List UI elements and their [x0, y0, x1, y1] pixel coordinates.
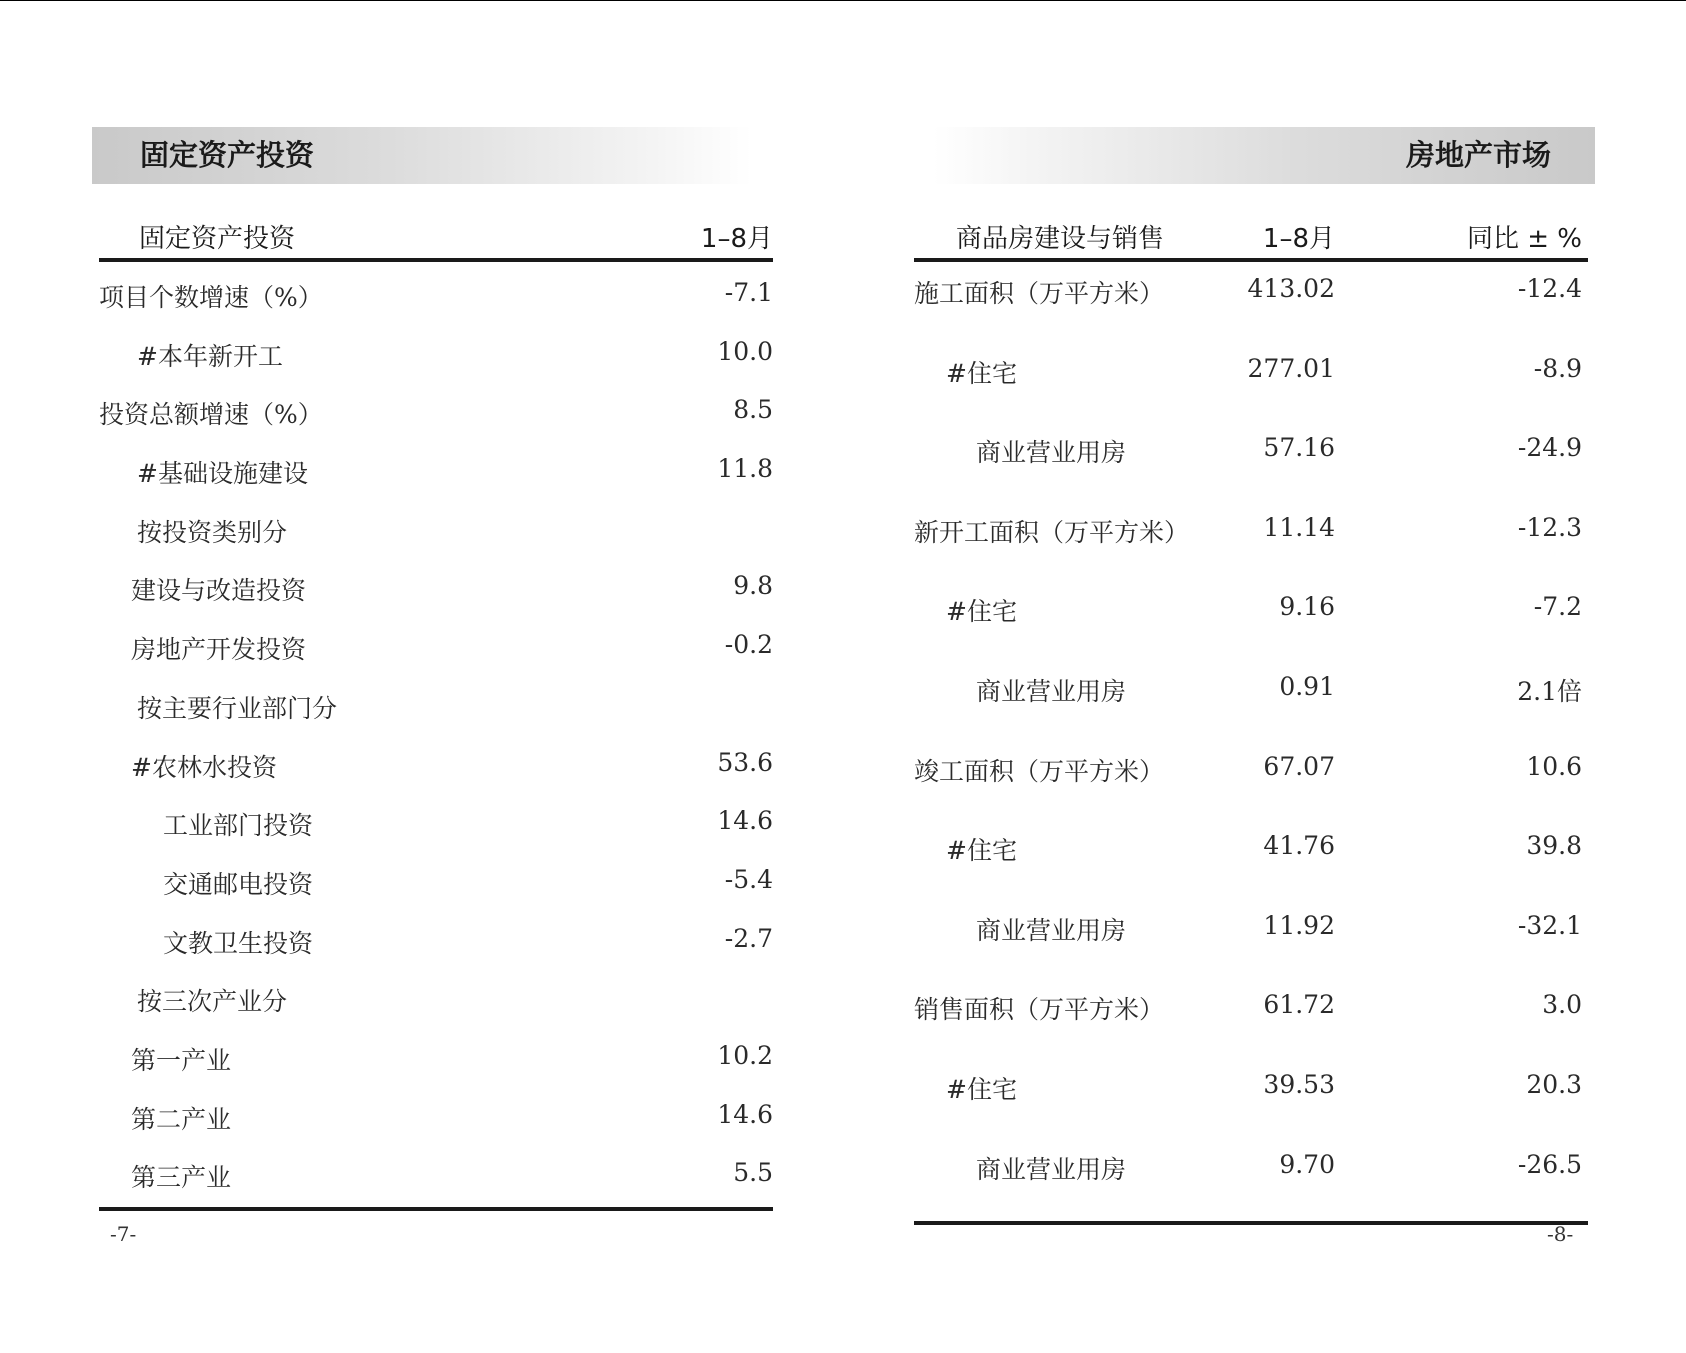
- row-yoy: 3.0: [1542, 990, 1582, 1020]
- row-label: #住宅: [946, 836, 1017, 866]
- row-label: #本年新开工: [137, 341, 283, 371]
- table-row: [99, 790, 773, 849]
- table-row: [914, 819, 1588, 899]
- header-label: 商品房建设与销售: [956, 224, 1165, 254]
- row-yoy: 2.1倍: [1517, 676, 1582, 706]
- row-value: 14.6: [717, 1099, 773, 1129]
- row-label: 商业营业用房: [976, 915, 1127, 945]
- row-label: 投资总额增速（%）: [99, 400, 323, 430]
- row-yoy: 10.6: [1526, 751, 1582, 781]
- table-row: [99, 1025, 773, 1084]
- table-header: [914, 210, 1588, 262]
- header-yoy: 同比 ± %: [1466, 224, 1582, 254]
- row-value: 9.70: [1279, 1149, 1335, 1179]
- real-estate-table: [914, 210, 1588, 1225]
- table-body: [99, 262, 773, 1201]
- row-value: 11.14: [1263, 512, 1335, 542]
- row-label: 文教卫生投资: [163, 928, 314, 958]
- row-value: 61.72: [1263, 990, 1335, 1020]
- row-value: -5.4: [724, 864, 773, 894]
- row-value: 277.01: [1247, 353, 1335, 383]
- row-yoy: -8.9: [1533, 353, 1582, 383]
- row-value: -7.1: [724, 278, 773, 307]
- table-row: [99, 614, 773, 673]
- table-bottom-rule: [914, 1221, 1588, 1225]
- table-row: [99, 379, 773, 438]
- table-row: [914, 421, 1588, 501]
- header-period: 1–8月: [1262, 224, 1335, 254]
- row-label: 建设与改造投资: [131, 576, 307, 606]
- row-label: 交通邮电投资: [163, 869, 314, 899]
- left-banner-title: 固定资产投资: [140, 138, 315, 172]
- table-row: [99, 849, 773, 908]
- table-row: [914, 262, 1588, 342]
- table-row: [99, 321, 773, 380]
- row-label: 工业部门投资: [163, 811, 314, 841]
- table-row: [99, 966, 773, 1025]
- table-row: [99, 732, 773, 791]
- table-row: [99, 497, 773, 556]
- row-label: 房地产开发投资: [131, 635, 307, 665]
- page-top-border: [0, 0, 1686, 1]
- table-row: [99, 438, 773, 497]
- row-label: 新开工面积（万平方米）: [914, 517, 1190, 547]
- row-yoy: -7.2: [1533, 592, 1582, 622]
- row-value: 0.91: [1279, 671, 1335, 701]
- table-row: [99, 262, 773, 321]
- table-row: [99, 555, 773, 614]
- row-label: 商业营业用房: [976, 1154, 1127, 1184]
- row-label: #农林水投资: [131, 752, 277, 782]
- table-row: [99, 673, 773, 732]
- page-number-left: -7-: [110, 1222, 137, 1246]
- row-value: 39.53: [1263, 1069, 1335, 1099]
- row-label: #住宅: [946, 358, 1017, 388]
- table-row: [914, 660, 1588, 740]
- row-value: 67.07: [1263, 751, 1335, 781]
- row-value: 10.2: [717, 1040, 773, 1070]
- row-yoy: -12.4: [1517, 274, 1582, 303]
- row-value: 57.16: [1263, 433, 1335, 463]
- row-value: 9.8: [733, 571, 773, 601]
- right-section-banner: [933, 127, 1595, 184]
- table-row: [99, 1084, 773, 1143]
- row-yoy: -24.9: [1517, 433, 1582, 463]
- table-row: [914, 1138, 1588, 1218]
- row-yoy: -26.5: [1517, 1149, 1582, 1179]
- row-label: 按三次产业分: [137, 987, 288, 1017]
- row-label: #住宅: [946, 1074, 1017, 1104]
- row-label: 第一产业: [131, 1045, 232, 1075]
- row-value: 10.0: [717, 336, 773, 366]
- row-yoy: 20.3: [1526, 1069, 1582, 1099]
- table-row: [914, 1058, 1588, 1138]
- row-yoy: 39.8: [1526, 831, 1582, 861]
- row-label: 第二产业: [131, 1104, 232, 1134]
- row-label: 商业营业用房: [976, 438, 1127, 468]
- table-row: [914, 580, 1588, 660]
- row-label: 竣工面积（万平方米）: [914, 756, 1165, 786]
- table-row: [99, 1142, 773, 1201]
- row-value: 413.02: [1247, 274, 1335, 303]
- header-period: 1–8月: [700, 224, 773, 254]
- row-label: 按主要行业部门分: [137, 693, 338, 723]
- row-yoy: -32.1: [1517, 910, 1582, 940]
- fixed-asset-investment-table: [99, 210, 773, 1211]
- row-label: 销售面积（万平方米）: [914, 995, 1165, 1025]
- table-body: [914, 262, 1588, 1217]
- table-header: [99, 210, 773, 262]
- row-label: #住宅: [946, 597, 1017, 627]
- table-row: [914, 978, 1588, 1058]
- table-row: [914, 342, 1588, 422]
- page-number-right: -8-: [1547, 1222, 1574, 1246]
- row-value: 41.76: [1263, 831, 1335, 861]
- table-bottom-rule: [99, 1207, 773, 1211]
- table-row: [914, 740, 1588, 820]
- row-value: -2.7: [724, 923, 773, 953]
- row-value: 14.6: [717, 806, 773, 836]
- row-value: 8.5: [733, 395, 773, 425]
- row-label: 商业营业用房: [976, 676, 1127, 706]
- right-banner-title: 房地产市场: [1405, 138, 1551, 172]
- table-row: [914, 899, 1588, 979]
- header-label: 固定资产投资: [139, 224, 296, 254]
- row-value: 53.6: [717, 747, 773, 777]
- row-label: 施工面积（万平方米）: [914, 279, 1165, 308]
- table-row: [914, 501, 1588, 581]
- row-value: 5.5: [733, 1158, 773, 1188]
- table-row: [99, 908, 773, 967]
- row-label: 第三产业: [131, 1163, 232, 1193]
- row-yoy: -12.3: [1517, 512, 1582, 542]
- row-value: -0.2: [724, 630, 773, 660]
- row-label: #基础设施建设: [137, 459, 308, 489]
- row-value: 11.92: [1263, 910, 1335, 940]
- left-section-banner: [92, 127, 752, 184]
- row-value: 9.16: [1279, 592, 1335, 622]
- row-label: 按投资类别分: [137, 517, 288, 547]
- row-value: 11.8: [717, 454, 773, 484]
- row-label: 项目个数增速（%）: [99, 283, 323, 312]
